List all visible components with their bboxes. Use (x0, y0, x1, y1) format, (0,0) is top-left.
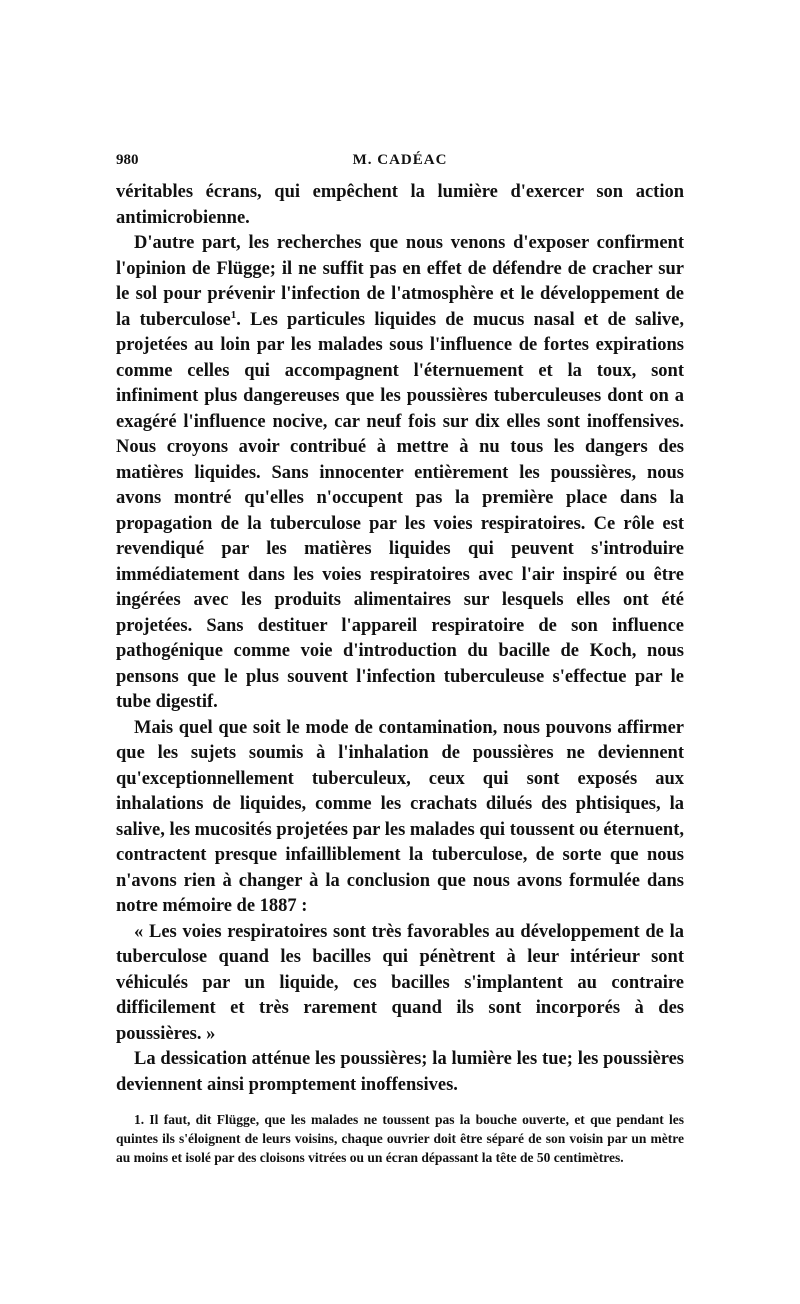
paragraph-5 (116, 1047, 684, 1098)
paragraph-2-text-b: . Les particules liquides de mucus nasal et de salive, projetées au loin par les malades sous l'influence de fortes expirations comme celles qui accompagnent l'éternuement et la toux, sont infiniment plus dangereuses que les poussières tuberculeuses dont on a exagéré l'influence nocive, car neuf fois sur dix elles sont inoffensives. Nous croyons avoir contribué à mettre à nu tous les dangers des matières liquides. Sans innocenter entièrement les poussières, nous avons montré qu'elles n'occupent pas la première place dans la propagation de la tuberculose par les voies respiratoires. Ce rôle est revendiqué par les matières liquides qui peuvent s'introduire immédiatement dans les voies respiratoires avec l'air inspiré ou être ingérées avec les produits alimentaires sur lesquels elles ont été projetées. Sans destituer l'appareil respiratoire de son influence pathogénique comme voie d'introduction du bacille de Koch, nous pensons que le plus souvent l'infection tuberculeuse s'effectue par le tube digestif. (116, 309, 684, 712)
running-head (116, 152, 684, 180)
quoted-conclusion-text: « Les voies respiratoires sont très favorables au développement de la tuberculose quand les bacilles qui pénètrent à leur intérieur sont véhiculés par un liquide, ces bacilles s'implantent au contraire difficilement et très rarement quand ils sont incorporés à des poussières. » (116, 921, 684, 1044)
paragraph-1-text: véritables écrans, qui empêchent la lumière d'exercer son action antimicrobienne. (116, 182, 684, 228)
paragraph-3 (116, 716, 684, 920)
paragraph-1 (116, 180, 684, 231)
paragraph-5-text: La dessication atténue les poussières; la lumière les tue; les poussières deviennent ainsi promptement inoffensives. (116, 1049, 684, 1095)
quoted-conclusion (116, 920, 684, 1048)
paragraph-3-text: Mais quel que soit le mode de contamination, nous pouvons affirmer que les sujets soumis à l'inhalation de poussières ne deviennent qu'exceptionnellement tuberculeux, ceux qui sont exposés aux inhalations de liquides, comme les crachats dilués des phtisiques, la salive, les mucosités projetées par les malades qui toussent ou éternuent, contractent presque infailliblement la tuberculose, de sorte que nous n'avons rien à changer à la conclusion que nous avons formulée dans notre mémoire de 1887 : (116, 717, 684, 916)
footnote-1: 1. Il faut, dit Flügge, que les malades ne toussent pas la bouche ouverte, et que pendant les quintes ils s'éloignent de leurs voisins, chaque ouvrier doit être séparé de son voisin par un mètre au moins et isolé par des cloisons vitrées ou un écran dépassant la tête de 50 centimètres. (116, 1112, 684, 1165)
paragraph-2 (116, 231, 684, 716)
footnotes (116, 1110, 684, 1167)
body-text (116, 180, 684, 1098)
footnote-marker: 1 (230, 308, 237, 321)
running-title: M. CADÉAC (352, 152, 448, 168)
paragraph-2-text-a: D'autre part, les recherches que nous venons d'exposer confirment l'opinion de Flügge; il ne suffit pas en effet de défendre de cracher sur le sol pour prévenir l'infection de l'atmosphère et le développement de la tuberculose (116, 233, 684, 330)
page-number: 980 (116, 152, 139, 168)
page (116, 152, 684, 1167)
